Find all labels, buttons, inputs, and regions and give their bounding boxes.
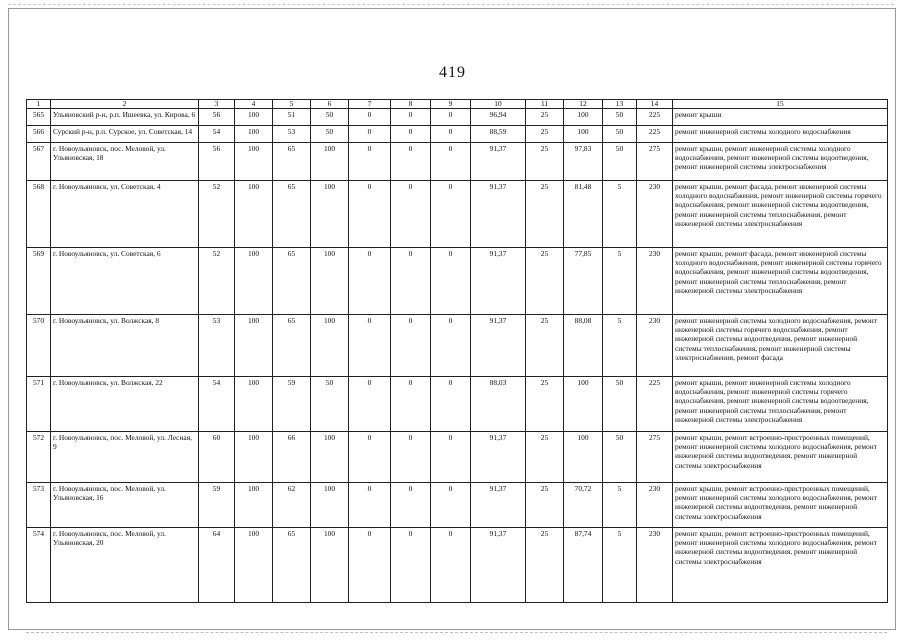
value-cell: 100 <box>235 248 273 315</box>
value-cell: 0 <box>349 143 391 181</box>
value-cell: 5 <box>603 315 637 377</box>
value-cell: 0 <box>391 109 431 126</box>
column-header-7: 7 <box>349 100 391 109</box>
data-table <box>26 99 888 603</box>
value-cell: 0 <box>431 109 471 126</box>
value-cell: 100 <box>311 143 349 181</box>
value-cell: 77,85 <box>564 248 603 315</box>
column-header-15: 15 <box>673 100 888 109</box>
row-number-cell: 569 <box>27 248 51 315</box>
works-description-cell: ремонт крыши, ремонт фасада, ремонт инженерной системы холодного водоснабжения, ремонт инженерной системы горячего водоснабжения, ремонт инженерной системы водоотведения, ремонт инженерной системы теплоснабжения, ремонт инженерной системы электроснабжения <box>673 181 888 248</box>
row-number-cell: 574 <box>27 528 51 603</box>
value-cell: 65 <box>273 315 311 377</box>
value-cell: 50 <box>603 109 637 126</box>
address-cell: г. Новоульяновск, пос. Меловой, ул. Ульяновская, 20 <box>51 528 199 603</box>
value-cell: 0 <box>391 528 431 603</box>
row-number-cell: 566 <box>27 126 51 143</box>
value-cell: 100 <box>235 315 273 377</box>
value-cell: 100 <box>311 315 349 377</box>
value-cell: 230 <box>637 483 673 528</box>
value-cell: 59 <box>199 483 235 528</box>
table-header-row <box>27 100 888 109</box>
value-cell: 59 <box>273 377 311 432</box>
value-cell: 50 <box>603 126 637 143</box>
value-cell: 100 <box>311 483 349 528</box>
column-header-10: 10 <box>471 100 526 109</box>
value-cell: 100 <box>235 143 273 181</box>
address-cell: г. Новоульяновск, пос. Меловой, ул. Ульяновская, 16 <box>51 483 199 528</box>
table-row <box>27 109 888 126</box>
value-cell: 56 <box>199 143 235 181</box>
value-cell: 0 <box>431 143 471 181</box>
value-cell: 0 <box>349 109 391 126</box>
value-cell: 65 <box>273 143 311 181</box>
table-row <box>27 483 888 528</box>
value-cell: 225 <box>637 126 673 143</box>
value-cell: 25 <box>526 528 564 603</box>
value-cell: 0 <box>431 248 471 315</box>
value-cell: 91,37 <box>471 483 526 528</box>
row-number-cell: 568 <box>27 181 51 248</box>
value-cell: 91,37 <box>471 143 526 181</box>
column-header-4: 4 <box>235 100 273 109</box>
value-cell: 0 <box>349 126 391 143</box>
value-cell: 230 <box>637 248 673 315</box>
value-cell: 0 <box>349 315 391 377</box>
value-cell: 0 <box>349 528 391 603</box>
value-cell: 0 <box>391 315 431 377</box>
value-cell: 100 <box>235 528 273 603</box>
value-cell: 50 <box>603 143 637 181</box>
value-cell: 0 <box>431 528 471 603</box>
value-cell: 65 <box>273 181 311 248</box>
value-cell: 25 <box>526 483 564 528</box>
value-cell: 100 <box>235 377 273 432</box>
value-cell: 25 <box>526 126 564 143</box>
table-row <box>27 315 888 377</box>
value-cell: 88,03 <box>471 377 526 432</box>
value-cell: 230 <box>637 181 673 248</box>
row-number-cell: 572 <box>27 432 51 483</box>
address-cell: г. Новоульяновск, пос. Меловой, ул. Ульяновская, 18 <box>51 143 199 181</box>
works-description-cell: ремонт инженерной системы холодного водоснабжения <box>673 126 888 143</box>
value-cell: 0 <box>391 181 431 248</box>
column-header-13: 13 <box>603 100 637 109</box>
address-cell: г. Новоульяновск, ул. Советская, 4 <box>51 181 199 248</box>
address-cell: г. Новоульяновск, пос. Меловой, ул. Лесная, 9 <box>51 432 199 483</box>
row-number-cell: 573 <box>27 483 51 528</box>
value-cell: 100 <box>311 181 349 248</box>
row-number-cell: 567 <box>27 143 51 181</box>
value-cell: 100 <box>235 109 273 126</box>
table-row <box>27 432 888 483</box>
value-cell: 230 <box>637 315 673 377</box>
value-cell: 88,59 <box>471 126 526 143</box>
value-cell: 0 <box>349 248 391 315</box>
column-header-14: 14 <box>637 100 673 109</box>
address-cell: г. Новоульяновск, ул. Советская, 6 <box>51 248 199 315</box>
value-cell: 0 <box>391 432 431 483</box>
table-row <box>27 377 888 432</box>
value-cell: 0 <box>391 143 431 181</box>
value-cell: 64 <box>199 528 235 603</box>
value-cell: 100 <box>311 248 349 315</box>
table-row <box>27 181 888 248</box>
value-cell: 91,37 <box>471 432 526 483</box>
value-cell: 0 <box>391 126 431 143</box>
value-cell: 0 <box>431 483 471 528</box>
value-cell: 5 <box>603 528 637 603</box>
value-cell: 65 <box>273 248 311 315</box>
value-cell: 100 <box>235 432 273 483</box>
works-description-cell: ремонт инженерной системы холодного водоснабжения, ремонт инженерной системы горячего водоснабжения, ремонт инженерной системы водоотведения, ремонт инженерной системы теплоснабжения, ремонт инженерной системы электроснабжения, ремонт фасада <box>673 315 888 377</box>
column-header-9: 9 <box>431 100 471 109</box>
value-cell: 50 <box>311 109 349 126</box>
value-cell: 100 <box>235 181 273 248</box>
value-cell: 52 <box>199 248 235 315</box>
value-cell: 52 <box>199 181 235 248</box>
scan-bottom-edge <box>26 632 887 633</box>
value-cell: 0 <box>431 432 471 483</box>
value-cell: 62 <box>273 483 311 528</box>
column-header-1: 1 <box>27 100 51 109</box>
works-description-cell: ремонт крыши, ремонт встроенно-пристроенных помещений, ремонт инженерной системы холодного водоснабжения, ремонт инженерной системы водоотведения, ремонт инженерной системы электроснабжения <box>673 528 888 603</box>
value-cell: 50 <box>311 377 349 432</box>
value-cell: 60 <box>199 432 235 483</box>
value-cell: 65 <box>273 528 311 603</box>
value-cell: 66 <box>273 432 311 483</box>
value-cell: 100 <box>235 483 273 528</box>
table-row <box>27 248 888 315</box>
address-cell: Сурский р-н, р.п. Сурское, ул. Советская, 14 <box>51 126 199 143</box>
value-cell: 5 <box>603 483 637 528</box>
value-cell: 0 <box>349 483 391 528</box>
value-cell: 100 <box>311 528 349 603</box>
value-cell: 225 <box>637 109 673 126</box>
value-cell: 97,83 <box>564 143 603 181</box>
scan-top-edge <box>8 4 894 7</box>
row-number-cell: 571 <box>27 377 51 432</box>
value-cell: 25 <box>526 377 564 432</box>
value-cell: 5 <box>603 248 637 315</box>
value-cell: 0 <box>431 315 471 377</box>
value-cell: 100 <box>311 432 349 483</box>
value-cell: 0 <box>391 377 431 432</box>
value-cell: 0 <box>431 377 471 432</box>
value-cell: 25 <box>526 315 564 377</box>
value-cell: 230 <box>637 528 673 603</box>
value-cell: 5 <box>603 181 637 248</box>
column-header-11: 11 <box>526 100 564 109</box>
page-number: 419 <box>439 64 466 81</box>
works-description-cell: ремонт крыши, ремонт встроенно-пристроенных помещений, ремонт инженерной системы холодного водоснабжения, ремонт инженерной системы водоотведения, ремонт инженерной системы электроснабжения <box>673 483 888 528</box>
value-cell: 100 <box>564 432 603 483</box>
works-description-cell: ремонт крыши, ремонт фасада, ремонт инженерной системы холодного водоснабжения, ремонт инженерной системы горячего водоснабжения, ремонт инженерной системы водоотведения, ремонт инженерной системы теплоснабжения, ремонт инженерной системы электроснабжения <box>673 248 888 315</box>
address-cell: г. Новоульяновск, ул. Волжская, 22 <box>51 377 199 432</box>
value-cell: 91,37 <box>471 248 526 315</box>
value-cell: 51 <box>273 109 311 126</box>
works-description-cell: ремонт крыши, ремонт инженерной системы холодного водоснабжения, ремонт инженерной системы водоотведения, ремонт инженерной системы электроснабжения <box>673 143 888 181</box>
value-cell: 0 <box>391 248 431 315</box>
value-cell: 0 <box>431 126 471 143</box>
column-header-2: 2 <box>51 100 199 109</box>
address-cell: г. Новоульяновск, ул. Волжская, 8 <box>51 315 199 377</box>
value-cell: 275 <box>637 432 673 483</box>
row-number-cell: 565 <box>27 109 51 126</box>
table-row <box>27 126 888 143</box>
value-cell: 53 <box>273 126 311 143</box>
value-cell: 100 <box>564 109 603 126</box>
value-cell: 25 <box>526 432 564 483</box>
value-cell: 0 <box>431 181 471 248</box>
value-cell: 25 <box>526 143 564 181</box>
value-cell: 53 <box>199 315 235 377</box>
value-cell: 25 <box>526 181 564 248</box>
value-cell: 88,08 <box>564 315 603 377</box>
value-cell: 50 <box>603 377 637 432</box>
value-cell: 81,48 <box>564 181 603 248</box>
value-cell: 275 <box>637 143 673 181</box>
works-description-cell: ремонт крыши, ремонт инженерной системы холодного водоснабжения, ремонт инженерной системы горячего водоснабжения, ремонт инженерной системы водоотведения, ремонт инженерной системы теплоснабжения, ремонт инженерной системы электроснабжения <box>673 377 888 432</box>
value-cell: 25 <box>526 248 564 315</box>
value-cell: 100 <box>235 126 273 143</box>
table-body <box>27 109 888 603</box>
column-header-3: 3 <box>199 100 235 109</box>
value-cell: 0 <box>391 483 431 528</box>
value-cell: 0 <box>349 432 391 483</box>
column-header-5: 5 <box>273 100 311 109</box>
table-row <box>27 143 888 181</box>
column-header-8: 8 <box>391 100 431 109</box>
value-cell: 100 <box>564 377 603 432</box>
value-cell: 0 <box>349 181 391 248</box>
value-cell: 96,94 <box>471 109 526 126</box>
value-cell: 91,37 <box>471 528 526 603</box>
value-cell: 91,37 <box>471 315 526 377</box>
value-cell: 54 <box>199 126 235 143</box>
column-header-12: 12 <box>564 100 603 109</box>
works-description-cell: ремонт крыши <box>673 109 888 126</box>
value-cell: 225 <box>637 377 673 432</box>
value-cell: 25 <box>526 109 564 126</box>
value-cell: 50 <box>311 126 349 143</box>
table-row <box>27 528 888 603</box>
value-cell: 50 <box>603 432 637 483</box>
value-cell: 100 <box>564 126 603 143</box>
value-cell: 87,74 <box>564 528 603 603</box>
value-cell: 56 <box>199 109 235 126</box>
row-number-cell: 570 <box>27 315 51 377</box>
value-cell: 70,72 <box>564 483 603 528</box>
address-cell: Ульяновский р-н, р.п. Ишеевка, ул. Кирова, 6 <box>51 109 199 126</box>
value-cell: 54 <box>199 377 235 432</box>
value-cell: 0 <box>349 377 391 432</box>
value-cell: 91,37 <box>471 181 526 248</box>
column-header-6: 6 <box>311 100 349 109</box>
works-description-cell: ремонт крыши, ремонт встроенно-пристроенных помещений, ремонт инженерной системы холодного водоснабжения, ремонт инженерной системы водоотведения, ремонт инженерной системы электроснабжения <box>673 432 888 483</box>
